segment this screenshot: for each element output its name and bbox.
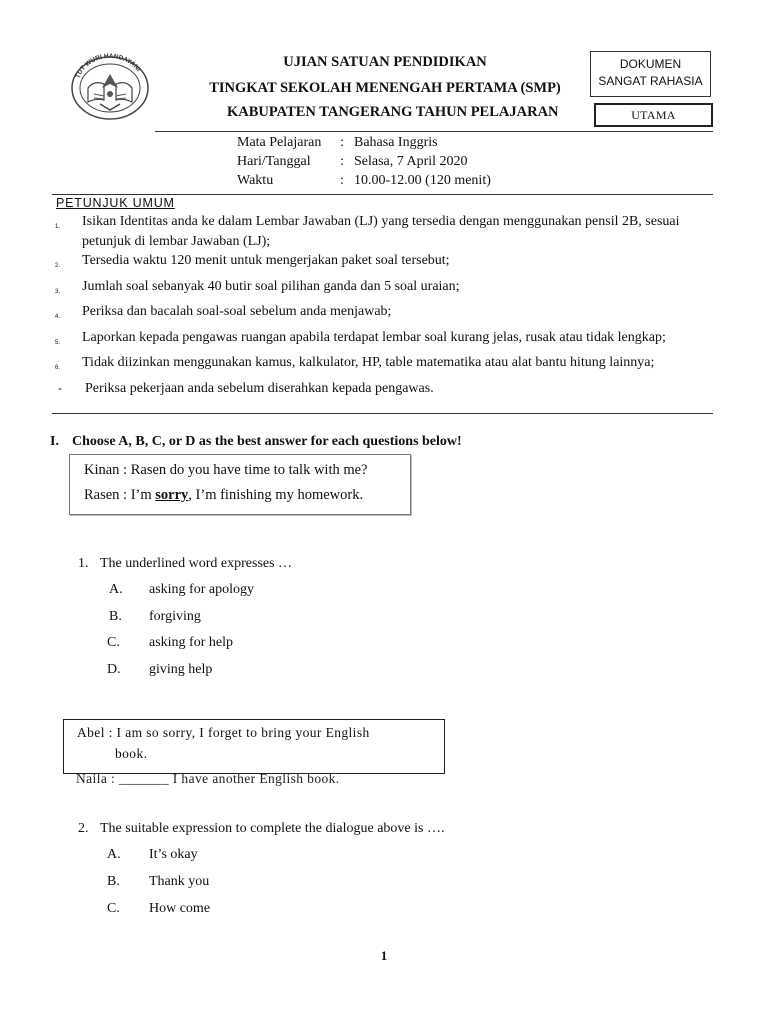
option-text: asking for apology: [149, 582, 254, 597]
instruction-item: [55, 379, 710, 399]
dialogue-1-line-2: [84, 483, 410, 508]
info-sep-subject: :: [340, 135, 344, 150]
section-instruction: Choose A, B, C, or D as the best answer for each questions below!: [72, 434, 462, 449]
general-instructions-title: PETUNJUK UMUM: [56, 196, 175, 210]
svg-text:TUT WURI HANDAYANI: TUT WURI HANDAYANI: [74, 52, 142, 80]
header-title-1: UJIAN SATUAN PENDIDIKAN: [283, 54, 487, 70]
info-value-subject: Bahasa Inggris: [354, 135, 438, 150]
dialogue-box-2: [63, 719, 445, 774]
instruction-number: 1.: [55, 224, 61, 230]
section-roman: I.: [50, 434, 59, 449]
info-value-date: Selasa, 7 April 2020: [354, 154, 468, 169]
question-2: [78, 821, 444, 837]
question-2-text: The suitable expression to complete the dialogue above is ….: [100, 821, 445, 836]
instruction-text: Jumlah soal sebanyak 40 butir soal pilihan ganda dan 5 soal uraian;: [82, 278, 460, 294]
section-title: [50, 434, 462, 450]
q1-option-c[interactable]: [107, 635, 233, 651]
doc-box-line-2: SANGAT RAHASIA: [598, 74, 703, 88]
instruction-number: 5.: [55, 339, 61, 346]
instruction-number: 3.: [55, 288, 61, 295]
option-letter: A.: [109, 582, 123, 597]
dialogue-2-line-1: Abel : I am so sorry, I forget to bring your English: [77, 725, 370, 740]
instruction-number: 4.: [55, 314, 61, 320]
option-letter: A.: [107, 847, 121, 862]
instruction-item: [55, 353, 710, 379]
instruction-item: [55, 302, 710, 328]
instruction-item: [55, 328, 710, 354]
option-letter: C.: [107, 635, 120, 650]
instruction-item: [55, 251, 710, 277]
q1-option-a[interactable]: [109, 582, 254, 598]
instruction-item: [55, 212, 710, 251]
info-sep-time: :: [340, 173, 344, 188]
dialogue-2-line-3: Naila : _______ I have another English book.: [76, 771, 340, 786]
option-text: asking for help: [149, 635, 233, 650]
document-classification-box: [590, 51, 711, 97]
header-title-3: KABUPATEN TANGERANG TAHUN PELAJARAN: [227, 104, 559, 120]
instruction-number: 2.: [55, 263, 61, 269]
info-rule: [52, 194, 713, 195]
general-instructions-list: [55, 212, 710, 398]
q1-option-b[interactable]: [109, 609, 201, 625]
utama-label: UTAMA: [594, 103, 713, 127]
option-text: How come: [149, 901, 211, 916]
info-label-subject: Mata Pelajaran: [237, 135, 322, 150]
instructions-rule: [52, 413, 713, 414]
page-number: 1: [380, 948, 388, 963]
option-letter: C.: [107, 901, 120, 916]
instruction-text: Laporkan kepada pengawas ruangan apabila terdapat lembar soal kurang jelas, rusak atau tidak lengkap;: [82, 329, 666, 345]
question-1-text: The underlined word expresses …: [100, 556, 293, 571]
q2-option-a[interactable]: [107, 847, 198, 863]
instruction-text: Isikan Identitas anda ke dalam Lembar Jawaban (LJ) yang tersedia dengan menggunakan pensil 2B, sesuai petunjuk di lembar Jawaban (LJ);: [82, 214, 680, 249]
info-label-time: Waktu: [237, 173, 274, 188]
option-text: forgiving: [149, 609, 201, 624]
option-letter: B.: [107, 874, 120, 889]
dialogue-1-line-2-after: , I’m finishing my homework.: [188, 487, 364, 503]
instruction-text: Periksa pekerjaan anda sebelum diserahkan kepada pengawas.: [85, 380, 434, 396]
q2-option-b[interactable]: [107, 874, 209, 890]
underlined-word: sorry: [155, 487, 189, 503]
q1-option-d[interactable]: [107, 662, 212, 678]
instruction-number: -: [58, 380, 62, 395]
info-sep-date: :: [340, 154, 344, 169]
question-1-number: 1.: [78, 556, 89, 571]
option-letter: B.: [109, 609, 122, 624]
dialogue-box-1: [69, 454, 411, 515]
option-text: giving help: [149, 662, 213, 677]
dialogue-2-line-2: book.: [115, 746, 148, 761]
header-title-2: TINGKAT SEKOLAH MENENGAH PERTAMA (SMP): [209, 80, 561, 96]
question-1: [78, 556, 292, 572]
option-text: Thank you: [149, 874, 210, 889]
instruction-number: 6.: [55, 365, 61, 371]
info-value-time: 10.00-12.00 (120 menit): [354, 173, 491, 188]
instruction-text: Tersedia waktu 120 menit untuk mengerjakan paket soal tersebut;: [82, 253, 450, 268]
option-letter: D.: [107, 662, 121, 677]
header-rule: [155, 131, 713, 132]
instruction-text: Periksa dan bacalah soal-soal sebelum anda menjawab;: [82, 304, 392, 319]
instruction-text: Tidak diizinkan menggunakan kamus, kalkulator, HP, table matematika atau alat bantu hitung lainnya;: [82, 355, 655, 370]
doc-box-line-1: DOKUMEN: [619, 57, 682, 71]
option-text: It’s okay: [149, 847, 198, 862]
instruction-item: [55, 277, 710, 303]
info-label-date: Hari/Tanggal: [237, 154, 311, 169]
tut-wuri-handayani-logo: [64, 50, 156, 122]
question-2-number: 2.: [78, 821, 89, 836]
q2-option-c[interactable]: [107, 901, 210, 917]
dialogue-1-line-1: Kinan : Rasen do you have time to talk with me?: [84, 462, 368, 478]
dialogue-1-line-2-before: Rasen : I’m: [84, 487, 156, 503]
